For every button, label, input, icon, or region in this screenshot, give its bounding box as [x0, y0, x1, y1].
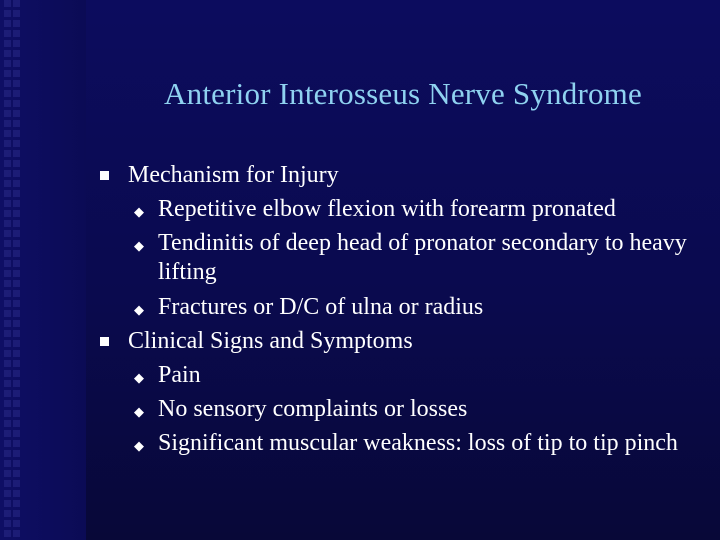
sub-bullet-item: ◆ Repetitive elbow flexion with forearm pronated — [134, 196, 616, 222]
bullet-clinical-heading: Clinical Signs and Symptoms — [100, 324, 710, 358]
diamond-bullet-icon: ◆ — [134, 204, 144, 219]
sub-bullet-item: ◆ No sensory complaints or losses — [134, 396, 468, 422]
left-decorative-strip — [0, 0, 86, 540]
diamond-bullet-icon: ◆ — [134, 438, 144, 453]
sub-bullet-item: ◆ Significant muscular weakness: loss of tip to tip pinch — [134, 430, 678, 456]
square-pattern-decoration — [4, 0, 20, 540]
diamond-bullet-icon: ◆ — [134, 370, 144, 385]
slide-title: Anterior Interosseus Nerve Syndrome — [164, 76, 642, 111]
square-bullet-icon — [100, 337, 109, 346]
bullet-mechanism-heading: Mechanism for Injury — [100, 158, 710, 192]
slide-body — [100, 158, 710, 461]
sub-bullet-item: ◆ Tendinitis of deep head of pronator secondary to heavy lifting — [134, 230, 687, 285]
sub-bullet-item: ◆ Pain — [134, 362, 201, 388]
sub-bullet-item: ◆ Fractures or D/C of ulna or radius — [134, 294, 484, 320]
diamond-bullet-icon: ◆ — [134, 302, 144, 317]
diamond-bullet-icon: ◆ — [134, 238, 144, 253]
diamond-bullet-icon: ◆ — [134, 404, 144, 419]
square-bullet-icon — [100, 171, 109, 180]
